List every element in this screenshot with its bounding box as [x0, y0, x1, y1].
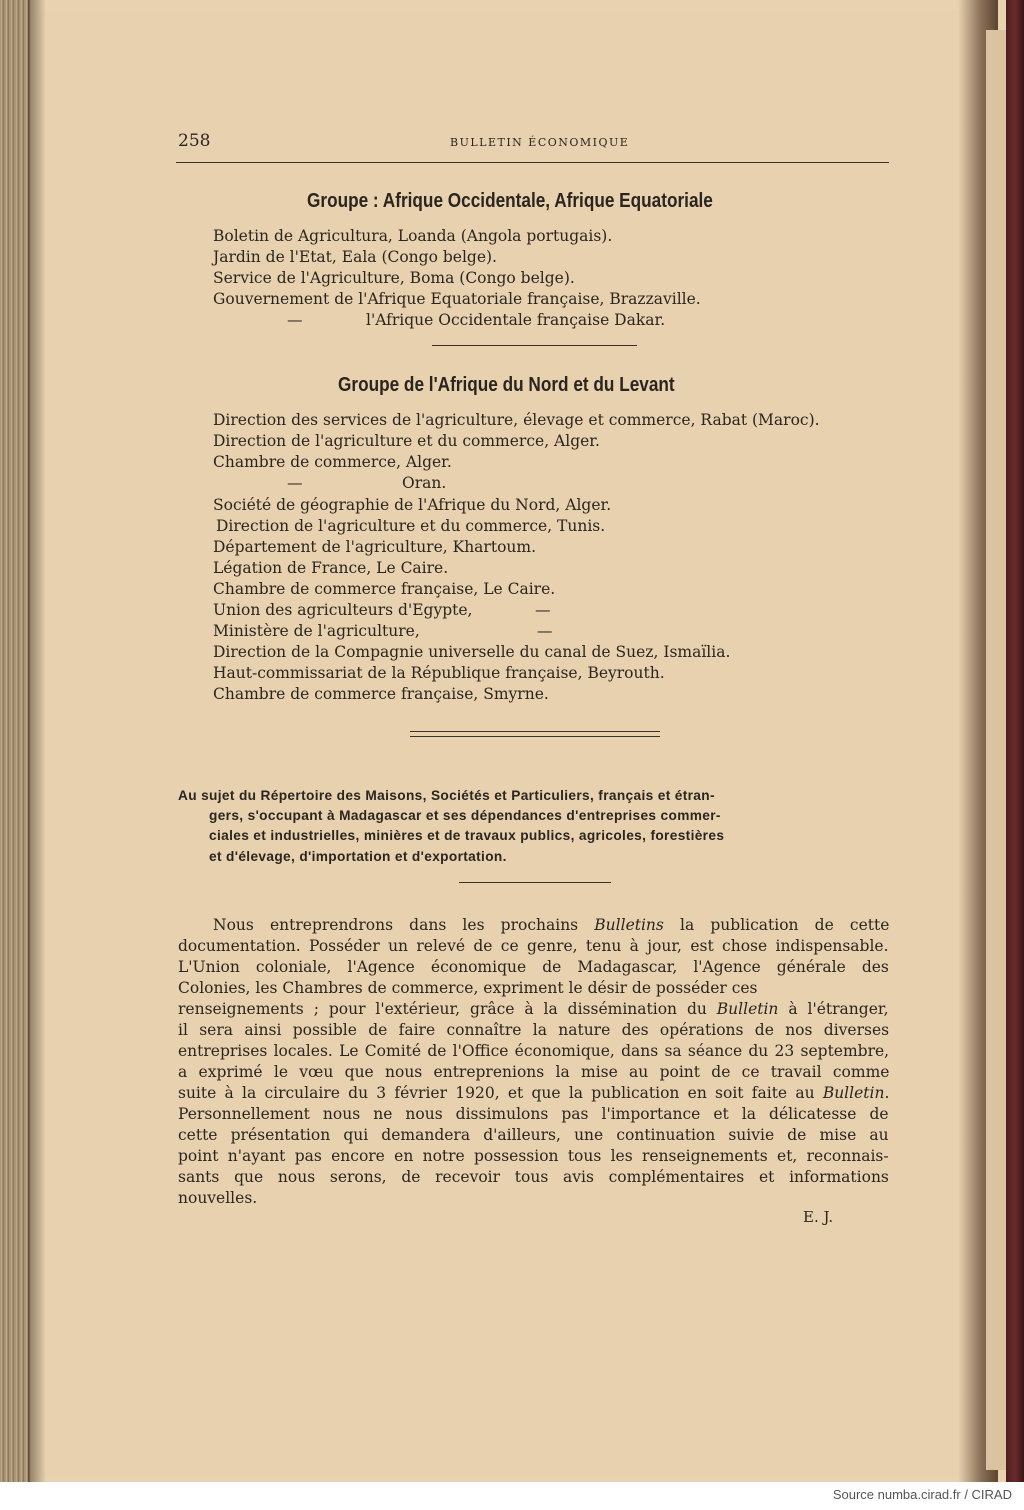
group2-line: Chambre de commerce française, Smyrne. [213, 685, 549, 703]
signature: E. J. [803, 1208, 834, 1226]
group1-line: Boletin de Agricultura, Loanda (Angola portugais). [213, 227, 613, 245]
group2-line: Direction de l'agriculture et du commerce, Tunis. [216, 517, 606, 535]
subject-line: Au sujet du Répertoire des Maisons, Sociétés et Particuliers, français et étran- [178, 788, 715, 803]
running-title: BULLETIN ÉCONOMIQUE [450, 136, 630, 149]
body-line: Personnellement nous ne nous dissimulons pas l'importance et la délicatesse de [178, 1105, 889, 1123]
body-line: cette présentation qui demandera d'ailleurs, une continuation suivie de mise au [178, 1126, 889, 1144]
group2-line: Oran. [402, 474, 447, 492]
page-shadow [28, 0, 46, 1482]
group1-line: l'Afrique Occidentale française Dakar. [366, 311, 666, 329]
subject-line: ciales et industrielles, minières et de travaux publics, agricoles, forestières [209, 828, 725, 843]
body-line: renseignements ; pour l'extérieur, grâce à la dissémination du Bulletin à l'étranger, [178, 1000, 889, 1018]
body-line: Colonies, les Chambres de commerce, expriment le désir de posséder ces [178, 979, 758, 997]
group2-line: Direction de la Compagnie universelle du canal de Suez, Ismaïlia. [213, 643, 731, 661]
group2-line: Direction de l'agriculture et du commerce, Alger. [213, 432, 600, 450]
subject-divider [459, 882, 611, 883]
ditto-dash: — [287, 474, 303, 492]
group2-line: Haut-commissariat de la République française, Beyrouth. [213, 664, 665, 682]
body-line: sants que nous serons, de recevoir tous avis complémentaires et informations [178, 1168, 889, 1186]
book-binding [1006, 0, 1024, 1482]
group1-line: Service de l'Agriculture, Boma (Congo belge). [213, 269, 575, 287]
body-line: il sera ainsi possible de faire connaître la nature des opérations de nos diverses [178, 1021, 890, 1039]
group2-line: Légation de France, Le Caire. [213, 559, 449, 577]
page-number: 258 [178, 131, 211, 151]
double-rule-top [410, 731, 660, 732]
group2-line: Union des agriculteurs d'Egypte, [213, 601, 473, 619]
body-line: point n'ayant pas encore en notre possession tous les renseignements et, reconnais- [178, 1147, 889, 1165]
header-rule [176, 162, 889, 163]
group2-line: Chambre de commerce française, Le Caire. [213, 580, 556, 598]
body-line: nouvelles. [178, 1189, 258, 1207]
source-credit: Source numba.cirad.fr / CIRAD [832, 1487, 1012, 1502]
page-stack-edges [0, 0, 30, 1482]
group2-line: Ministère de l'agriculture, [213, 622, 420, 640]
body-line: entreprises locales. Le Comité de l'Office économique, dans sa séance du 23 septembre, [178, 1042, 890, 1060]
group2-line: Département de l'agriculture, Khartoum. [213, 538, 537, 556]
subject-line: et d'élevage, d'importation et d'exportation. [209, 849, 507, 864]
group2-line: Société de géographie de l'Afrique du Nord, Alger. [213, 496, 612, 514]
group1-line: Jardin de l'Etat, Eala (Congo belge). [213, 248, 497, 266]
ditto-dash: — [537, 622, 553, 640]
body-line: L'Union coloniale, l'Agence économique de Madagascar, l'Agence générale des [178, 958, 889, 976]
body-line: documentation. Posséder un relevé de ce genre, tenu à jour, est chose indispensable. [178, 937, 889, 955]
group1-heading: Groupe : Afrique Occidentale, Afrique Equatoriale [307, 190, 713, 212]
ditto-dash: — [287, 311, 303, 329]
ditto-dash: — [535, 601, 551, 619]
subject-line: gers, s'occupant à Madagascar et ses dépendances d'entreprises commer- [209, 808, 721, 823]
body-line: a exprimé le vœu que nous entreprenions la mise au point de ce travail comme [178, 1063, 890, 1081]
group2-line: Direction des services de l'agriculture, élevage et commerce, Rabat (Maroc). [213, 411, 820, 429]
group2-heading: Groupe de l'Afrique du Nord et du Levant [338, 374, 675, 396]
group1-line: Gouvernement de l'Afrique Equatoriale française, Brazzaville. [213, 290, 701, 308]
group2-line: Chambre de commerce, Alger. [213, 453, 452, 471]
body-line: Nous entreprendrons dans les prochains Bulletins la publication de cette [213, 916, 890, 934]
double-rule-bottom [410, 736, 660, 737]
body-line: suite à la circulaire du 3 février 1920, et que la publication en soit faite au Bulletin. [178, 1084, 890, 1102]
section-divider [432, 345, 637, 346]
